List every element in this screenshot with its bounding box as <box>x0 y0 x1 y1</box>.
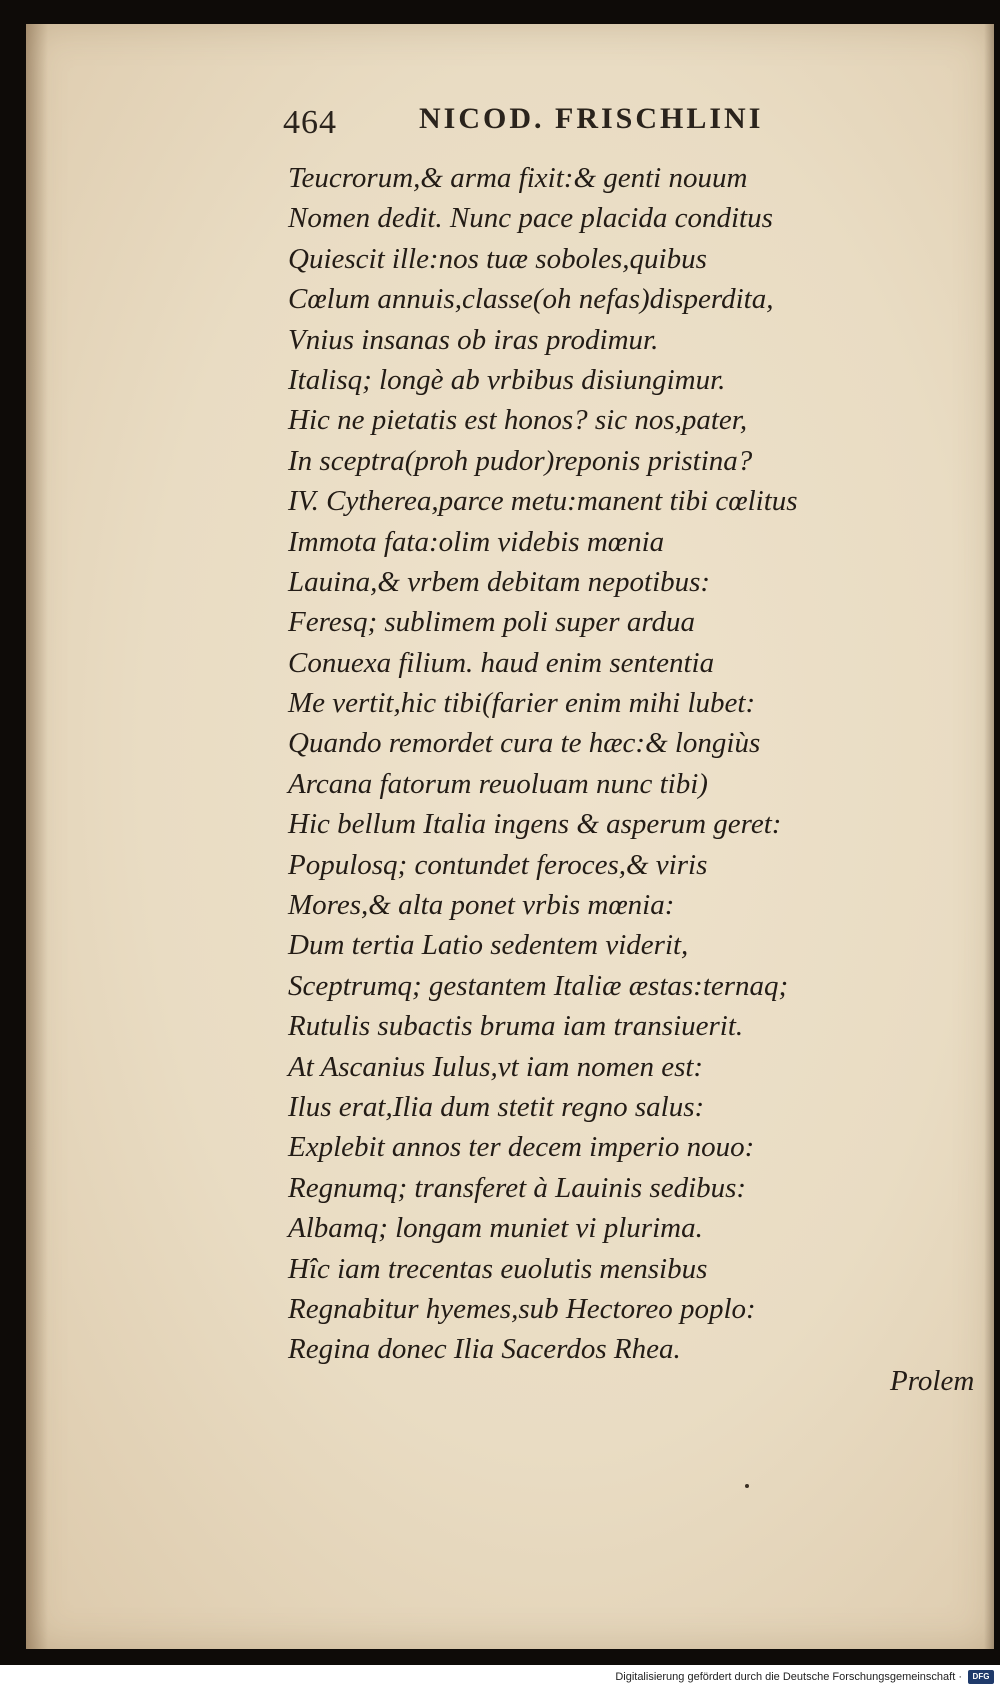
verse-line: Quando remordet cura te hæc:& longiùs <box>288 727 761 760</box>
verse-line: Lauina,& vrbem debitam nepotibus: <box>288 565 711 598</box>
funding-credit: Digitalisierung gefördert durch die Deutsche Forschungsgemeinschaft · <box>615 1671 962 1683</box>
verse-line: Nomen dedit. Nunc pace placida conditus <box>288 202 773 235</box>
verse-line: IV. Cytherea,parce metu:manent tibi cœlitus <box>288 485 798 518</box>
verse-line: Hic bellum Italia ingens & asperum geret: <box>288 808 782 841</box>
dfg-logo-icon: DFG <box>968 1670 994 1684</box>
verse-line: Dum tertia Latio sedentem viderit, <box>288 929 689 962</box>
verse-line: Vnius insanas ob iras prodimur. <box>288 323 659 356</box>
catchword: Prolem <box>890 1365 975 1397</box>
verse-line: Populosq; contundet feroces,& viris <box>288 848 708 881</box>
verse-line: Feresq; sublimem poli super ardua <box>288 606 696 639</box>
verse-line: Teucrorum,& arma fixit:& genti nouum <box>288 162 748 194</box>
verse-line: Albamq; longam muniet vi plurima. <box>288 1212 703 1245</box>
page-number: 464 <box>283 104 337 141</box>
verse-line: Rutulis subactis bruma iam transiuerit. <box>288 1010 744 1043</box>
verse-line: Ilus erat,Ilia dum stetit regno salus: <box>288 1090 705 1123</box>
verse-line: Quiescit ille:nos tuæ soboles,quibus <box>288 242 707 275</box>
verse-line: At Ascanius Iulus,vt iam nomen est: <box>288 1050 704 1083</box>
ink-speck <box>745 1484 749 1488</box>
page-header <box>283 100 843 150</box>
footer-bar <box>0 1665 1000 1693</box>
verse-line: Regnumq; transferet à Lauinis sedibus: <box>288 1171 747 1204</box>
verse-line: Mores,& alta ponet vrbis mœnia: <box>288 889 675 922</box>
verse-line: Me vertit,hic tibi(farier enim mihi lubet: <box>288 687 756 720</box>
verse-line: Hîc iam trecentas euolutis mensibus <box>288 1252 708 1285</box>
verse-line: Conuexa filium. haud enim sententia <box>288 646 715 679</box>
verse-line: Cœlum annuis,classe(oh nefas)disperdita, <box>288 283 774 316</box>
verse-line: Italisq; longè ab vrbibus disiungimur. <box>288 363 726 396</box>
verse-line: Arcana fatorum reuoluam nunc tibi) <box>288 767 708 800</box>
verse-line: Explebit annos ter decem imperio nouo: <box>288 1131 755 1164</box>
verse-line: Immota fata:olim videbis mœnia <box>288 525 665 558</box>
verse-line: Regnabitur hyemes,sub Hectoreo poplo: <box>288 1292 756 1325</box>
verse-line: In sceptra(proh pudor)reponis pristina? <box>288 444 753 477</box>
verse-line: Sceptrumq; gestantem Italiæ æstas:ternaq; <box>288 969 789 1002</box>
verse-line: Regina donec Ilia Sacerdos Rhea. <box>288 1333 681 1366</box>
verse-line: Hic ne pietatis est honos? sic nos,pater, <box>288 404 748 437</box>
running-title: NICOD. FRISCHLINI <box>419 102 764 135</box>
verse-text <box>288 158 918 1370</box>
